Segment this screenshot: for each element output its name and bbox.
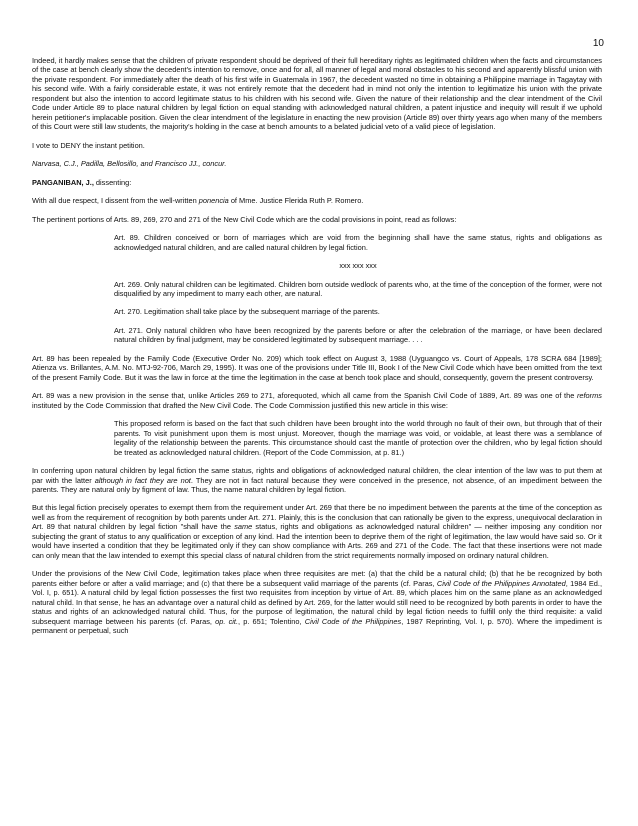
text-run: Under the provisions of the New Civil Code, legitimation takes place when three requisites are met: (a) that the child be a natural child; (b) that he be recognized by both parents either before or after a valid marriage; and (c) that there be a subsequent valid marriage of the parents (cf. Paras, bbox=[32, 569, 602, 588]
dissent-label: dissenting: bbox=[93, 177, 132, 187]
paragraph: Indeed, it hardly makes sense that the children of private respondent should be deprived of their full hereditary rights as legitimated children when the facts and circumstances of the case at bench clearly show the decedent's intention to remove, once and for all, all manner of legal and moral obstacles to his second and apparently blissful union with the private respondent. For immediately after the death of his first wife in Guatemala in 1967, the decedent wasted no time in obtaining a Philippine marriage in Tagaytay with his second wife. With a fairly considerable estate, it was not entirely remote that the decedent had in mind not only the intention to legitimatize his union with the private respondent but also the intention to accord legitimate status to his children with his second wife. Given the nature of their relationship and the clear intendment of the Civil Code under Article 89 to place natural children by legal fiction on equal standing with acknowledged natural children, a patent injustice and inequity will result if we uphold herein petitioner's implacable position. Given the clear intendment of the legislature in enacting the new provision (Article 89) over thirty years ago when many of the members of this Court were still law students, the majority's holding in the case at bench amounts to a belated judicial veto of a valid piece of legislation. bbox=[32, 56, 602, 132]
text-run: of Mme. Justice Flerida Ruth P. Romero. bbox=[228, 196, 364, 206]
paragraph bbox=[32, 391, 602, 410]
text-run: , p. 651; Tolentino, bbox=[238, 616, 305, 626]
text-run-italic: op. cit. bbox=[215, 616, 239, 626]
text-run: . They are not in fact natural because they were conceived in the presence, not absence, of an impediment between the parents. They are natural only by figment of law. Thus, the name natural children by legal fiction. bbox=[32, 475, 603, 494]
text-run: But this legal fiction precisely operates to exempt them from the requirement under Art. 269 that there be no impediment between the parents at the time of the conception as well as from the requirement of recognition by both parents under Art. 271. Plainly, this is the conclusion that can rationally be given to the express, unequivocal declaration in Art. 89 that natural children by legal fiction "shall have the bbox=[32, 503, 602, 532]
dissent-heading bbox=[32, 178, 602, 187]
quoted-article-270: Art. 270. Legitimation shall take place by the subsequent marriage of the parents. bbox=[114, 307, 380, 317]
quoted-article-269: Art. 269. Only natural children can be legitimated. Children born outside wedlock of parents who, at the time of the conception of the former, were not disqualified by any impediment to marry each other, are natural. bbox=[114, 279, 602, 298]
text-run: Art. 89 was a new provision in the sense that, unlike Articles 269 to 271, aforequoted, which all came from the Spanish Civil Code of 1889, Art. 89 was one of the bbox=[32, 391, 577, 401]
text-run: , 1987 Reprinting, Vol. I, p. 570). Where the impediment is permanent or perpetual, such bbox=[32, 616, 602, 636]
paragraph: The pertinent portions of Arts. 89, 269, 270 and 271 of the New Civil Code which are the codal provisions in point, read as follows: bbox=[32, 214, 457, 224]
quoted-code-commission: This proposed reform is based on the fact that such children have been brought into the world through no fault of their own, but through that of their parents. To visit punishment upon them is most unjust. Moreover, though the marriage was void, or voidable, at least there was a semblance of legality of the relationship between the parents. This circumstance should cast the mantle of protection over the children, who by legal fiction should be treated as acknowledged natural children. (Report of the Code Commission, at p. 81.) bbox=[114, 419, 602, 457]
justice-name: PANGANIBAN, J., bbox=[32, 177, 94, 187]
text-run: In conferring upon natural children by legal fiction the same status, rights and obligations of acknowledged natural children, the clear intention of the law was to put them at par with the latter bbox=[32, 466, 602, 485]
text-run-italic: although in fact they are not bbox=[94, 475, 191, 485]
text-run: status, rights and obligations as acknowledged natural children" — neither imposing any condition nor subjecting the grant of status to any qualification or exception of any kind. Had the intention been to deprive them of the right of legitimation, the law would have said so. Or it would have inserted a condition that they be legitimated only if they can show compliance with Arts. 269 and 271 of the Code. The fact that these insertions were not made can only mean that the law intended to exempt this special class of natural children from the strict requirements normally imposed on ordinary natural children. bbox=[32, 522, 602, 560]
paragraph: Art. 89 has been repealed by the Family Code (Executive Order No. 209) which took effect on August 3, 1988 (Uyguangco vs. Court of Appeals, 178 SCRA 684 [1989]; Atienza vs. Brillantes, A.M. No. MTJ-92-706, March 29, 1995). It was one of the provisions under Title III, Book I of the New Civil Code which have been omitted from the text of the present Family Code. But it was the law in force at the time the legitimation in the case at bench took place and should, consequently, govern the present controversy. bbox=[32, 353, 602, 382]
text-run-italic: ponencia bbox=[198, 196, 229, 206]
quoted-article-89: Art. 89. Children conceived or born of marriages which are void from the beginning shall have the same status, rights and obligations as acknowledged natural children, and are called natural children by legal fiction. bbox=[114, 233, 602, 252]
vote-line: I vote to DENY the instant petition. bbox=[32, 140, 145, 150]
paragraph bbox=[32, 466, 602, 494]
text-run-italic: same bbox=[234, 522, 253, 532]
page-number: 10 bbox=[592, 38, 604, 49]
text-run-italic: Civil Code of the Philippines Annotated bbox=[436, 578, 566, 588]
text-run: instituted by the Code Commission that drafted the New Civil Code. The Code Commission justified this new article in this wise: bbox=[32, 400, 448, 410]
text-run: With all due respect, I dissent from the well-written bbox=[32, 196, 199, 206]
omission-separator: xxx xxx xxx bbox=[339, 261, 377, 271]
text-run: , 1984 Ed., Vol. I, p. 651). A natural child by legal fiction possesses the first two requisites from inception by virtue of Art. 89, which places him on the same plane as an acknowledged natural child. In that sense, he has an advantage over a natural child as defined by Art. 269, for the latter would still need to be recognized by both parents in order to have the status and rights of an acknowledged natural child. Thus, for the purpose of legitimation, the natural child by legal fiction needs to fulfill only the third requisite: a valid subsequent marriage between his parents (cf. Paras, bbox=[32, 578, 603, 626]
paragraph bbox=[32, 569, 602, 635]
paragraph bbox=[32, 196, 602, 205]
text-run-italic: reforms bbox=[576, 391, 602, 401]
quoted-article-271: Art. 271. Only natural children who have been recognized by the parents before or after the celebration of the marriage, or have been declared natural children by final judgment, may be considered legitimated by subsequent marriage. . . . bbox=[114, 325, 602, 345]
document-body bbox=[32, 56, 602, 645]
text-run-italic: Civil Code of the Philippines bbox=[304, 616, 402, 626]
paragraph bbox=[32, 503, 602, 560]
concurring-justices: Narvasa, C.J., Padilla, Bellosillo, and Francisco JJ., concur. bbox=[32, 159, 227, 169]
